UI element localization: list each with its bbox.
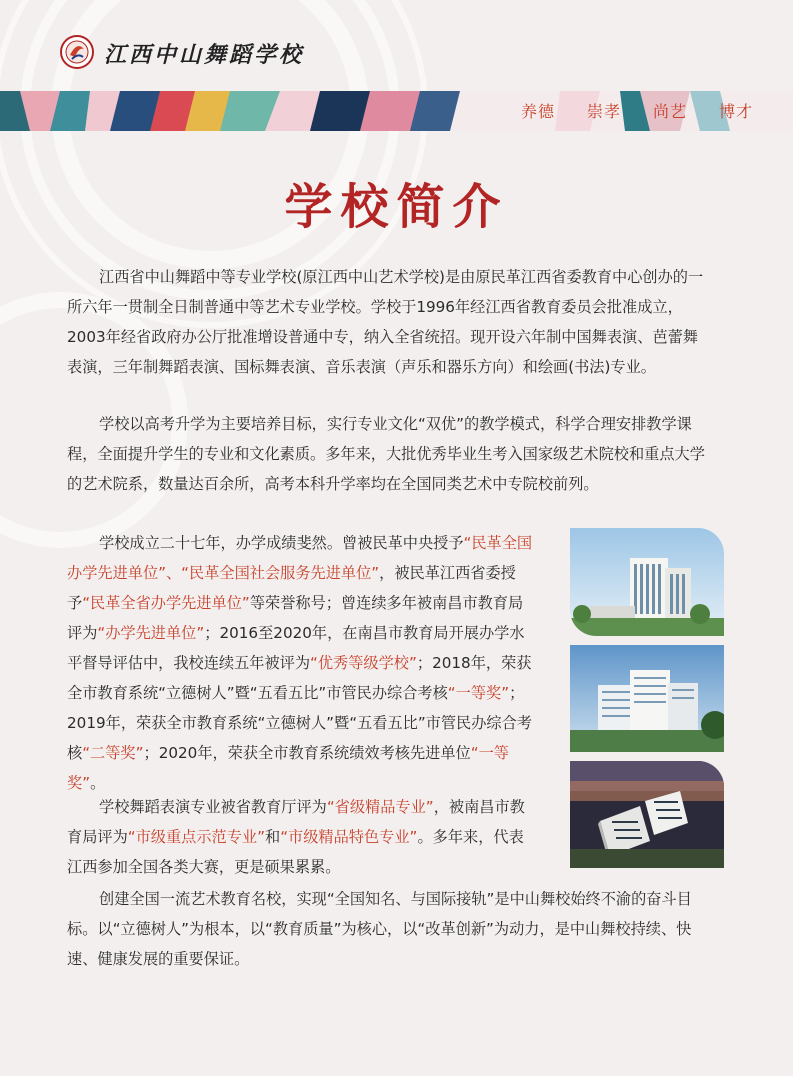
body-text: 和 <box>265 828 281 846</box>
campus-aerial-photo <box>570 761 724 868</box>
motto-item: 养德 <box>520 102 555 121</box>
paragraph-text: 创建全国一流艺术教育名校，实现“全国知名、与国际接轨”是中山舞校始终不渝的奋斗目标。以“立德树人”为根本，以“教育质量”为核心，以“改革创新”为动力，是中山舞校持续、快速、健康发展的重要保证。 <box>67 890 692 968</box>
body-text: 学校成立二十七年，办学成绩斐然。曾被民革中央授予 <box>99 534 464 552</box>
body-text: ；2016至2020年，在南昌市教育局开展办学水平督导评估中，我校连续五年被评为 <box>67 624 525 672</box>
campus-photo <box>570 528 724 636</box>
highlight-text: “市级精品特色专业” <box>280 828 418 846</box>
page-title: 学校简介 <box>284 179 509 235</box>
paragraph-goals <box>67 409 707 499</box>
highlight-text: “一等奖” <box>447 684 510 702</box>
school-logo-icon <box>60 35 94 69</box>
paragraph-vision <box>67 884 707 974</box>
highlight-text: “省级精品专业” <box>326 798 434 816</box>
school-name: 江西中山舞蹈学校 <box>104 42 305 68</box>
highlight-text: “二等奖” <box>82 744 144 762</box>
highlight-text: “办学先进单位” <box>97 624 205 642</box>
body-text: 。 <box>90 774 106 792</box>
highlight-text: “市级重点示范专业” <box>127 828 265 846</box>
body-text: ，被南昌市教育局评为 <box>67 798 525 846</box>
highlight-text: “优秀等级学校” <box>310 654 417 672</box>
motto-item: 尚艺 <box>652 102 687 121</box>
motto <box>521 99 753 122</box>
highlight-text: “民革全国办学先进单位”、“民革全国社会服务先进单位” <box>67 534 533 582</box>
header <box>0 0 793 90</box>
body-text: ；2018年，荣获全市教育系统“立德树人”暨“五看五比”市管民办综合考核 <box>67 654 532 702</box>
campus-photo <box>570 645 724 752</box>
body-text: 。多年来，代表江西参加全国各类大赛，更是硕果累累。 <box>67 828 524 876</box>
paragraph-text: 江西省中山舞蹈中等专业学校(原江西中山艺术学校)是由原民革江西省委教育中心创办的一所六年一贯制全日制普通中等艺术专业学校。学校于1996年经江西省教育委员会批准成立，2003年经省政府办公厅批准增设普通中专，纳入全省统招。现开设六年制中国舞表演、芭蕾舞表演，三年制舞蹈表演、国标舞表演、音乐表演（声乐和器乐方向）和绘画(书法)专业。 <box>67 268 704 376</box>
body-text: ；2019年，荣获全市教育系统“立德树人”暨“五看五比”市管民办综合考核 <box>67 684 532 762</box>
body-text: ；2020年，荣获全市教育系统绩效考核先进单位 <box>143 744 471 762</box>
motto-item: 崇孝 <box>586 102 621 121</box>
body-text: ，被民革江西省委授予 <box>67 564 516 612</box>
motto-item: 博才 <box>718 102 753 121</box>
body-text: 学校舞蹈表演专业被省教育厅评为 <box>99 798 327 816</box>
paragraph-intro <box>67 262 707 382</box>
paragraph-text: 学校以高考升学为主要培养目标，实行专业文化“双优”的教学模式，科学合理安排教学课程，全面提升学生的专业和文化素质。多年来，大批优秀毕业生考入国家级艺术院校和重点大学的艺术院系，数量达百余所，高考本科升学率均在全国同类艺术中专院校前列。 <box>67 415 705 493</box>
paragraph-specialties <box>67 792 537 882</box>
rich-text <box>67 534 532 792</box>
paragraph-honors <box>67 528 537 798</box>
body-text: 等荣誉称号；曾连续多年被南昌市教育局评为 <box>67 594 524 642</box>
rich-text <box>67 798 525 876</box>
highlight-text: “一等奖” <box>67 744 509 792</box>
highlight-text: “民革全省办学先进单位” <box>82 594 250 612</box>
